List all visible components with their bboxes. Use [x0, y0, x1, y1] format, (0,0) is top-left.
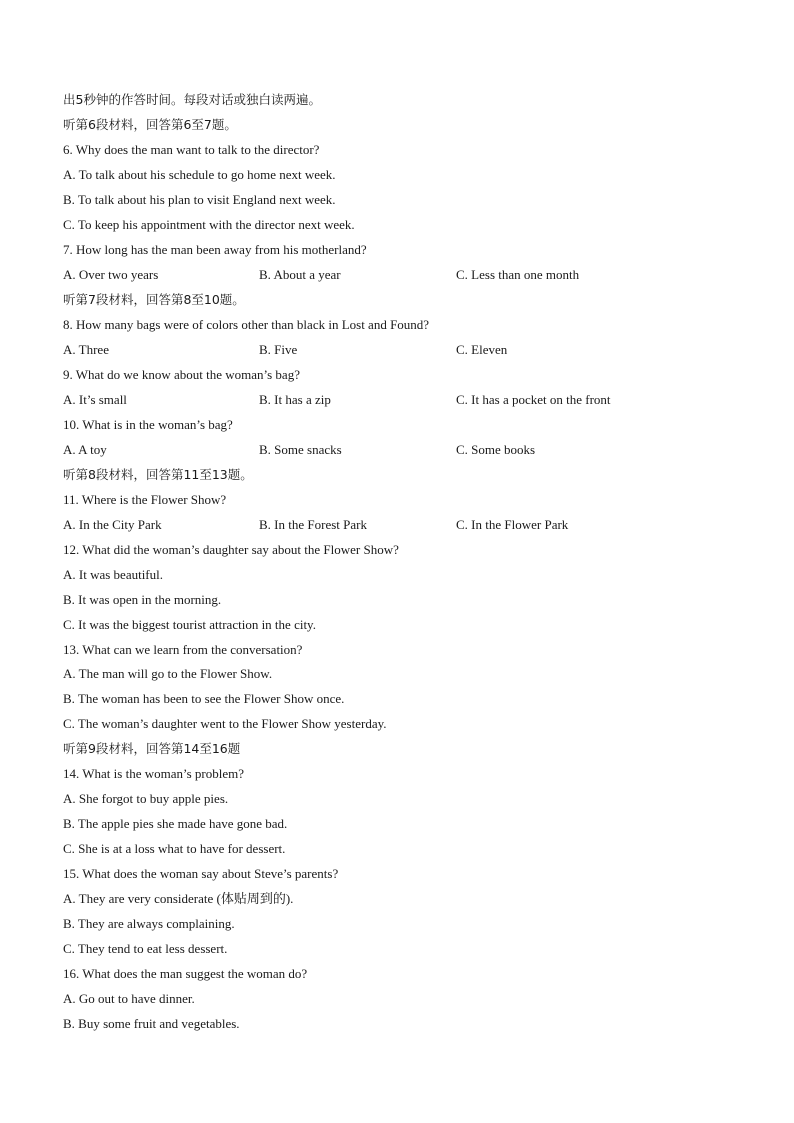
question-16-stem: 16. What does the man suggest the woman do? — [63, 966, 308, 981]
question-10-option-a: A. A toy — [63, 442, 107, 457]
question-11-option-b: B. In the Forest Park — [259, 517, 367, 532]
question-11-option-c: C. In the Flower Park — [456, 517, 569, 532]
question-6-option-b: B. To talk about his plan to visit England next week. — [63, 192, 336, 207]
question-12-option-b: B. It was open in the morning. — [63, 592, 222, 607]
question-14-option-b: B. The apple pies she made have gone bad. — [63, 816, 288, 831]
question-16-option-b: B. Buy some fruit and vegetables. — [63, 1016, 240, 1031]
question-12-option-a: A. It was beautiful. — [63, 567, 164, 582]
question-9-option-c: C. It has a pocket on the front — [456, 392, 611, 407]
question-7-options — [63, 262, 743, 287]
intro-text: 出5秒钟的作答时间。每段对话或独白读两遍。 — [63, 92, 321, 107]
question-10-options — [63, 437, 743, 462]
question-13-option-c: C. The woman’s daughter went to the Flower Show yesterday. — [63, 716, 387, 731]
question-8-option-b: B. Five — [259, 342, 298, 357]
question-9-options — [63, 387, 743, 412]
question-14-option-a: A. She forgot to buy apple pies. — [63, 791, 229, 806]
question-10-option-c: C. Some books — [456, 442, 536, 457]
question-6-stem: 6. Why does the man want to talk to the director? — [63, 142, 320, 157]
question-11-option-a: A. In the City Park — [63, 517, 162, 532]
question-16-option-a: A. Go out to have dinner. — [63, 991, 195, 1006]
question-14-option-c: C. She is at a loss what to have for dessert. — [63, 841, 286, 856]
question-8-options — [63, 337, 743, 362]
question-15-stem: 15. What does the woman say about Steve’s parents? — [63, 866, 339, 881]
question-15-option-a: A. They are very considerate (体贴周到的). — [63, 891, 294, 906]
question-13-option-b: B. The woman has been to see the Flower Show once. — [63, 691, 345, 706]
section-heading-6: 听第6段材料，回答第6至7题。 — [63, 117, 237, 132]
question-9-option-b: B. It has a zip — [259, 392, 331, 407]
question-12-option-c: C. It was the biggest tourist attraction in the city. — [63, 617, 316, 632]
question-7-stem: 7. How long has the man been away from his motherland? — [63, 242, 367, 257]
question-7-option-a: A. Over two years — [63, 267, 159, 282]
question-11-stem: 11. Where is the Flower Show? — [63, 492, 227, 507]
question-9-stem: 9. What do we know about the woman’s bag? — [63, 367, 300, 382]
section-heading-8: 听第8段材料，回答第11至13题。 — [63, 467, 253, 482]
question-7-option-b: B. About a year — [259, 267, 341, 282]
question-11-options — [63, 512, 743, 537]
question-15-option-c: C. They tend to eat less dessert. — [63, 941, 228, 956]
question-12-stem: 12. What did the woman’s daughter say about the Flower Show? — [63, 542, 399, 557]
section-heading-7: 听第7段材料，回答第8至10题。 — [63, 292, 245, 307]
question-8-stem: 8. How many bags were of colors other than black in Lost and Found? — [63, 317, 430, 332]
question-6-option-c: C. To keep his appointment with the director next week. — [63, 217, 355, 232]
question-13-option-a: A. The man will go to the Flower Show. — [63, 666, 273, 681]
question-8-option-c: C. Eleven — [456, 342, 508, 357]
question-10-option-b: B. Some snacks — [259, 442, 342, 457]
section-heading-9: 听第9段材料，回答第14至16题 — [63, 741, 241, 756]
question-9-option-a: A. It’s small — [63, 392, 127, 407]
question-14-stem: 14. What is the woman’s problem? — [63, 766, 245, 781]
question-6-option-a: A. To talk about his schedule to go home next week. — [63, 167, 336, 182]
question-10-stem: 10. What is in the woman’s bag? — [63, 417, 233, 432]
question-7-option-c: C. Less than one month — [456, 267, 580, 282]
question-15-option-b: B. They are always complaining. — [63, 916, 235, 931]
question-13-stem: 13. What can we learn from the conversation? — [63, 642, 303, 657]
question-8-option-a: A. Three — [63, 342, 109, 357]
